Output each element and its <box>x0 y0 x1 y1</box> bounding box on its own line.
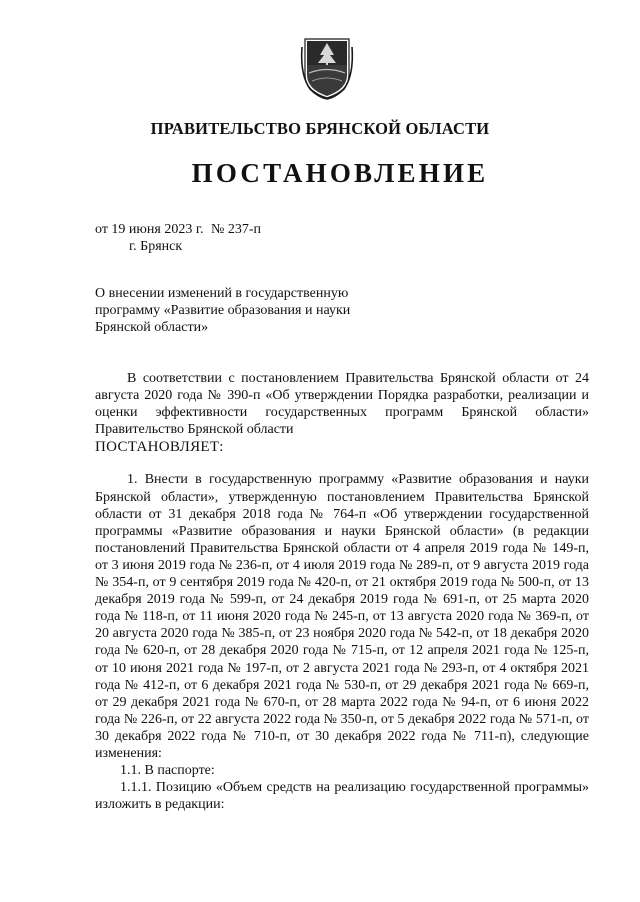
coat-of-arms-emblem <box>300 35 354 101</box>
document-number: № 237-п <box>210 222 261 237</box>
preamble-paragraph: В соответствии с постановлением Правительства Брянской области от 24 августа 2020 года № 390-п «Об утверждении Порядка разработки, реализации и оценки эффективности государственных программ Брянской области» Правительство Брянской области <box>95 371 589 438</box>
document-type-title: ПОСТАНОВЛЕНИЕ <box>191 158 489 188</box>
organization-title: ПРАВИТЕЛЬСТВО БРЯНСКОЙ ОБЛАСТИ <box>150 119 490 138</box>
item-1-1-1-paragraph: 1.1.1. Позицию «Объем средств на реализацию государственной программы» изложить в редакции: <box>95 780 589 813</box>
document-place: г. Брянск <box>129 239 183 254</box>
document-body <box>95 370 589 813</box>
document-subject: О внесении изменений в государственную программу «Развитие образования и науки Брянской области» <box>95 286 351 335</box>
item-1-1-paragraph: 1.1. В паспорте: <box>120 763 215 779</box>
document-date: от 19 июня 2023 г. <box>95 222 204 237</box>
item-1-paragraph: 1. Внести в государственную программу «Развитие образования и науки Брянской области», утвержденную постановлением Правительства Брянской области от 31 декабря 2018 года № 764-п «Об утверждении государственной программы «Развитие образования и науки Брянской области» (в редакции постановлений Правительства Брянской области от 4 апреля 2019 года № 149-п, от 3 июня 2019 года № 236-п, от 4 июля 2019 года № 289-п, от 9 августа 2019 года № 354-п, от 9 сентября 2019 года № 420-п, от 21 октября 2019 года № 500-п, от 13 декабря 2019 года № 599-п, от 24 декабря 2019 года № 691-п, от 25 марта 2020 года № 118-п, от 11 июня 2020 года № 245-п, от 13 августа 2020 года № 369-п, от 20 августа 2020 года № 385-п, от 23 ноября 2020 года № 542-п, от 18 декабря 2020 года № 620-п, от 28 декабря 2020 года № 715-п, от 12 апреля 2021 года № 125-п, от 10 июня 2021 года № 197-п, от 2 августа 2021 года № 293-п, от 4 октября 2021 года № 412-п, от 6 декабря 2021 года № 530-п, от 29 декабря 2021 года № 669-п, от 29 декабря 2021 года № 670-п, от 28 марта 2022 года № 94-п, от 6 июня 2022 года № 226-п, от 22 августа 2022 года № 350-п, от 5 декабря 2022 года № 571-п, от 30 декабря 2022 года № 710-п, от 30 декабря 2022 года № 711-п), следующие изменения: <box>95 472 589 761</box>
document-meta <box>95 221 261 255</box>
decree-word: ПОСТАНОВЛЯЕТ: <box>95 439 224 456</box>
